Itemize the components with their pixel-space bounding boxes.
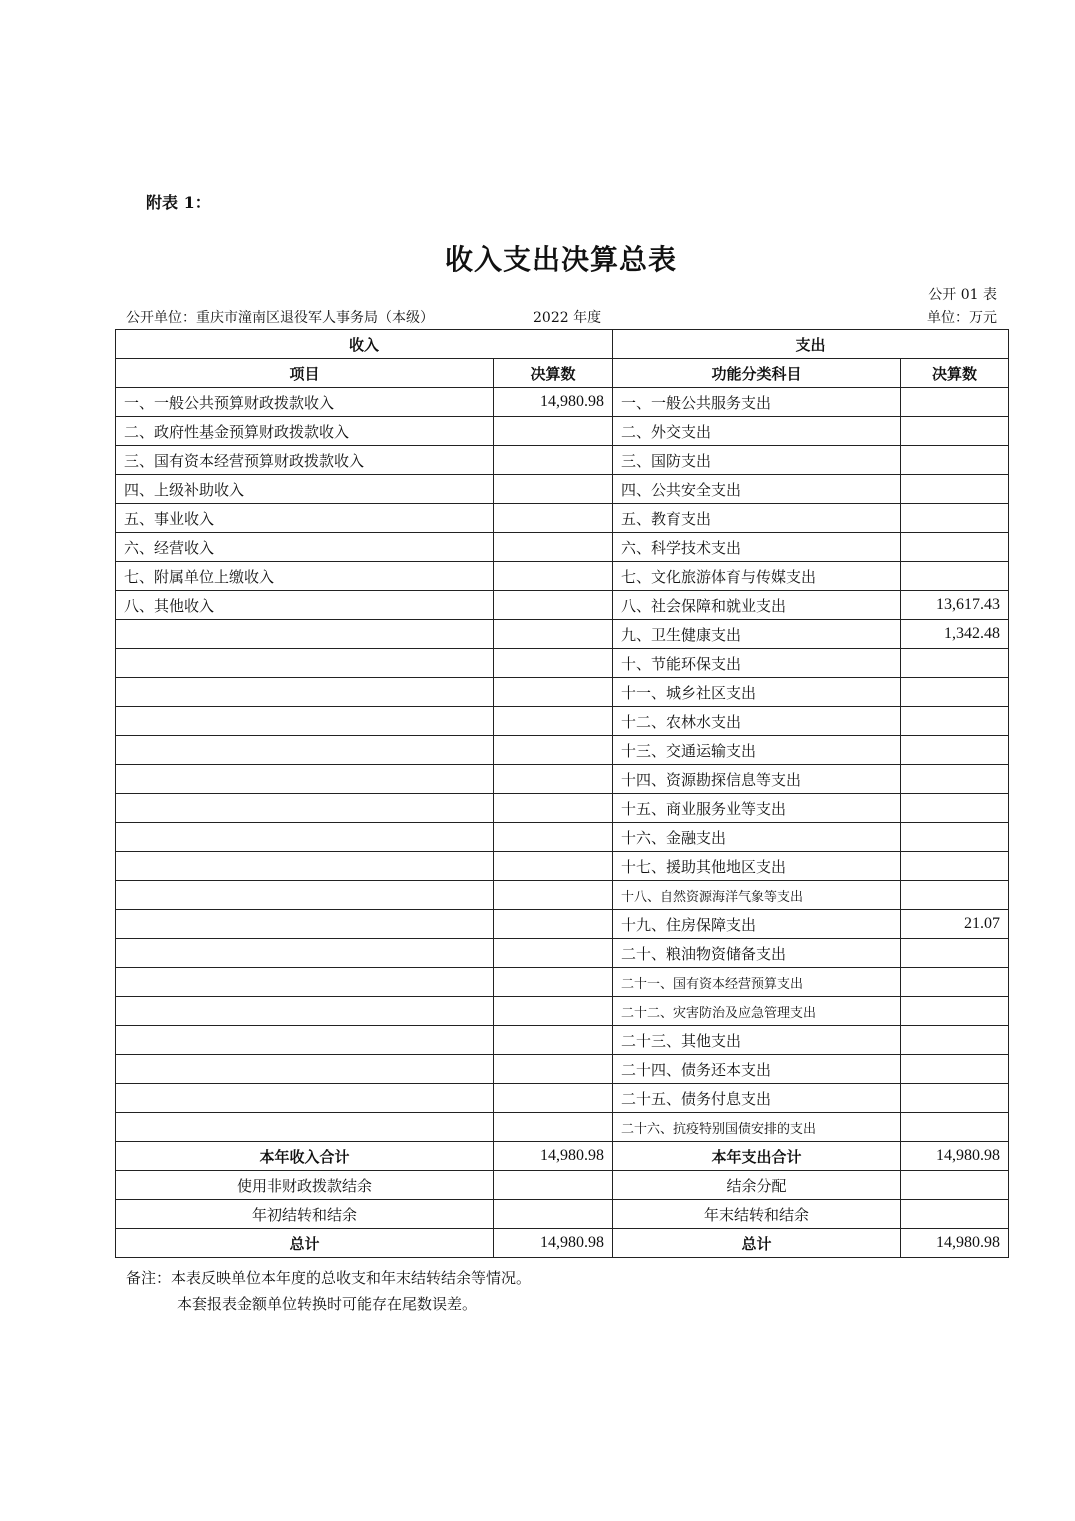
table-code: 公开 01 表 <box>928 287 997 303</box>
summary-expense-amount: 14,980.98 <box>901 1229 1009 1258</box>
attachment-label: 附表 1： <box>146 193 211 212</box>
income-item <box>116 620 494 649</box>
expense-amount <box>901 794 1009 823</box>
currency-unit: 单位：万元 <box>927 310 997 326</box>
expense-amount <box>901 881 1009 910</box>
income-item: 七、附属单位上缴收入 <box>116 562 494 591</box>
income-amount <box>494 620 613 649</box>
expense-item: 十九、住房保障支出 <box>613 910 901 939</box>
notes <box>126 1265 531 1317</box>
note-line-1: 备注：本表反映单位本年度的总收支和年末结转结余等情况。 <box>126 1269 532 1287</box>
expense-item: 三、国防支出 <box>613 446 901 475</box>
expense-item: 十二、农林水支出 <box>613 707 901 736</box>
expense-item: 五、教育支出 <box>613 504 901 533</box>
income-item <box>116 707 494 736</box>
expense-amount <box>901 475 1009 504</box>
income-amount <box>494 1026 613 1055</box>
income-amount <box>494 794 613 823</box>
note-line-2: 本套报表金额单位转换时可能存在尾数误差。 <box>177 1295 478 1313</box>
income-item <box>116 649 494 678</box>
table-row <box>116 417 1009 446</box>
income-amount <box>494 533 613 562</box>
expense-item: 十三、交通运输支出 <box>613 736 901 765</box>
table-row <box>116 707 1009 736</box>
section-header-row <box>116 330 1009 359</box>
income-amount <box>494 678 613 707</box>
table-row <box>116 446 1009 475</box>
table-row <box>116 968 1009 997</box>
summary-income-amount <box>494 1200 613 1229</box>
income-item <box>116 1084 494 1113</box>
summary-income-amount <box>494 1171 613 1200</box>
table-row <box>116 1055 1009 1084</box>
expense-amount <box>901 562 1009 591</box>
income-amount <box>494 881 613 910</box>
income-amount <box>494 852 613 881</box>
income-amount <box>494 562 613 591</box>
expense-amount <box>901 417 1009 446</box>
table-row <box>116 562 1009 591</box>
income-amount: 14,980.98 <box>494 388 613 417</box>
income-item <box>116 852 494 881</box>
expense-amount: 13,617.43 <box>901 591 1009 620</box>
expense-item: 二十二、灾害防治及应急管理支出 <box>613 997 901 1026</box>
income-amount <box>494 446 613 475</box>
table-row <box>116 881 1009 910</box>
summary-expense-amount <box>901 1200 1009 1229</box>
expense-amount <box>901 939 1009 968</box>
income-item: 六、经营收入 <box>116 533 494 562</box>
expense-item: 四、公共安全支出 <box>613 475 901 504</box>
col-header-amount-expense: 决算数 <box>901 359 1009 388</box>
expense-item: 八、社会保障和就业支出 <box>613 591 901 620</box>
budget-table <box>115 329 1009 1258</box>
expense-amount: 21.07 <box>901 910 1009 939</box>
summary-income-label: 年初结转和结余 <box>116 1200 494 1229</box>
table-row <box>116 1084 1009 1113</box>
expense-amount <box>901 765 1009 794</box>
table-row <box>116 997 1009 1026</box>
column-header-row <box>116 359 1009 388</box>
income-amount <box>494 910 613 939</box>
summary-expense-label: 结余分配 <box>613 1171 901 1200</box>
income-item <box>116 1026 494 1055</box>
expense-item: 二十四、债务还本支出 <box>613 1055 901 1084</box>
col-header-amount: 决算数 <box>494 359 613 388</box>
summary-row <box>116 1142 1009 1171</box>
income-item <box>116 910 494 939</box>
expense-amount <box>901 997 1009 1026</box>
table-row <box>116 794 1009 823</box>
expense-item: 七、文化旅游体育与传媒支出 <box>613 562 901 591</box>
table-row <box>116 388 1009 417</box>
expense-item: 一、一般公共服务支出 <box>613 388 901 417</box>
table-row <box>116 649 1009 678</box>
income-amount <box>494 707 613 736</box>
income-item <box>116 765 494 794</box>
table-row <box>116 678 1009 707</box>
expense-amount <box>901 446 1009 475</box>
summary-row <box>116 1229 1009 1258</box>
income-item: 一、一般公共预算财政拨款收入 <box>116 388 494 417</box>
summary-expense-label: 总计 <box>613 1229 901 1258</box>
expense-amount <box>901 1113 1009 1142</box>
income-amount <box>494 997 613 1026</box>
expense-item: 二十五、债务付息支出 <box>613 1084 901 1113</box>
expense-section-header: 支出 <box>613 330 1009 359</box>
expense-item: 十五、商业服务业等支出 <box>613 794 901 823</box>
expense-amount <box>901 707 1009 736</box>
expense-amount <box>901 852 1009 881</box>
income-item <box>116 997 494 1026</box>
income-amount <box>494 417 613 446</box>
income-section-header: 收入 <box>116 330 613 359</box>
table-row <box>116 939 1009 968</box>
income-item <box>116 823 494 852</box>
table-row <box>116 620 1009 649</box>
col-header-item: 项目 <box>116 359 494 388</box>
expense-item: 二、外交支出 <box>613 417 901 446</box>
expense-item: 六、科学技术支出 <box>613 533 901 562</box>
income-item: 四、上级补助收入 <box>116 475 494 504</box>
income-item <box>116 794 494 823</box>
expense-amount <box>901 1055 1009 1084</box>
expense-amount <box>901 649 1009 678</box>
income-item <box>116 1113 494 1142</box>
income-amount <box>494 1055 613 1084</box>
expense-amount <box>901 1084 1009 1113</box>
income-amount <box>494 765 613 794</box>
expense-item: 十七、援助其他地区支出 <box>613 852 901 881</box>
summary-expense-amount <box>901 1171 1009 1200</box>
income-amount <box>494 823 613 852</box>
table-row <box>116 852 1009 881</box>
summary-income-label: 总计 <box>116 1229 494 1258</box>
expense-item: 十八、自然资源海洋气象等支出 <box>613 881 901 910</box>
fiscal-year: 2022 年度 <box>533 310 602 326</box>
income-item <box>116 736 494 765</box>
income-amount <box>494 939 613 968</box>
income-item <box>116 939 494 968</box>
table-row <box>116 475 1009 504</box>
table-row <box>116 736 1009 765</box>
summary-row <box>116 1171 1009 1200</box>
income-amount <box>494 591 613 620</box>
income-amount <box>494 649 613 678</box>
summary-income-amount: 14,980.98 <box>494 1142 613 1171</box>
table-row <box>116 1026 1009 1055</box>
expense-item: 二十一、国有资本经营预算支出 <box>613 968 901 997</box>
table-row <box>116 504 1009 533</box>
col-header-function: 功能分类科目 <box>613 359 901 388</box>
table-row <box>116 823 1009 852</box>
expense-amount <box>901 1026 1009 1055</box>
table-row <box>116 591 1009 620</box>
table-row <box>116 533 1009 562</box>
income-amount <box>494 475 613 504</box>
summary-expense-label: 年末结转和结余 <box>613 1200 901 1229</box>
expense-amount <box>901 678 1009 707</box>
expense-item: 二十、粮油物资储备支出 <box>613 939 901 968</box>
income-item <box>116 1055 494 1084</box>
income-item: 三、国有资本经营预算财政拨款收入 <box>116 446 494 475</box>
expense-item: 九、卫生健康支出 <box>613 620 901 649</box>
expense-item: 十六、金融支出 <box>613 823 901 852</box>
income-amount <box>494 1084 613 1113</box>
page-title: 收入支出决算总表 <box>444 243 677 276</box>
expense-amount <box>901 968 1009 997</box>
reporting-unit: 公开单位：重庆市潼南区退役军人事务局（本级） <box>126 310 434 326</box>
summary-income-amount: 14,980.98 <box>494 1229 613 1258</box>
income-item: 五、事业收入 <box>116 504 494 533</box>
table-row <box>116 1113 1009 1142</box>
expense-item: 十四、资源勘探信息等支出 <box>613 765 901 794</box>
income-amount <box>494 504 613 533</box>
income-amount <box>494 1113 613 1142</box>
income-item: 八、其他收入 <box>116 591 494 620</box>
table-row <box>116 765 1009 794</box>
expense-amount <box>901 736 1009 765</box>
income-amount <box>494 968 613 997</box>
expense-item: 十一、城乡社区支出 <box>613 678 901 707</box>
income-item: 二、政府性基金预算财政拨款收入 <box>116 417 494 446</box>
summary-income-label: 本年收入合计 <box>116 1142 494 1171</box>
income-amount <box>494 736 613 765</box>
summary-expense-amount: 14,980.98 <box>901 1142 1009 1171</box>
expense-amount <box>901 504 1009 533</box>
expense-item: 二十三、其他支出 <box>613 1026 901 1055</box>
expense-amount: 1,342.48 <box>901 620 1009 649</box>
income-item <box>116 968 494 997</box>
expense-item: 十、节能环保支出 <box>613 649 901 678</box>
table-row <box>116 910 1009 939</box>
expense-amount <box>901 823 1009 852</box>
income-item <box>116 678 494 707</box>
income-item <box>116 881 494 910</box>
summary-expense-label: 本年支出合计 <box>613 1142 901 1171</box>
expense-item: 二十六、抗疫特别国债安排的支出 <box>613 1113 901 1142</box>
expense-amount <box>901 388 1009 417</box>
summary-income-label: 使用非财政拨款结余 <box>116 1171 494 1200</box>
summary-row <box>116 1200 1009 1229</box>
expense-amount <box>901 533 1009 562</box>
